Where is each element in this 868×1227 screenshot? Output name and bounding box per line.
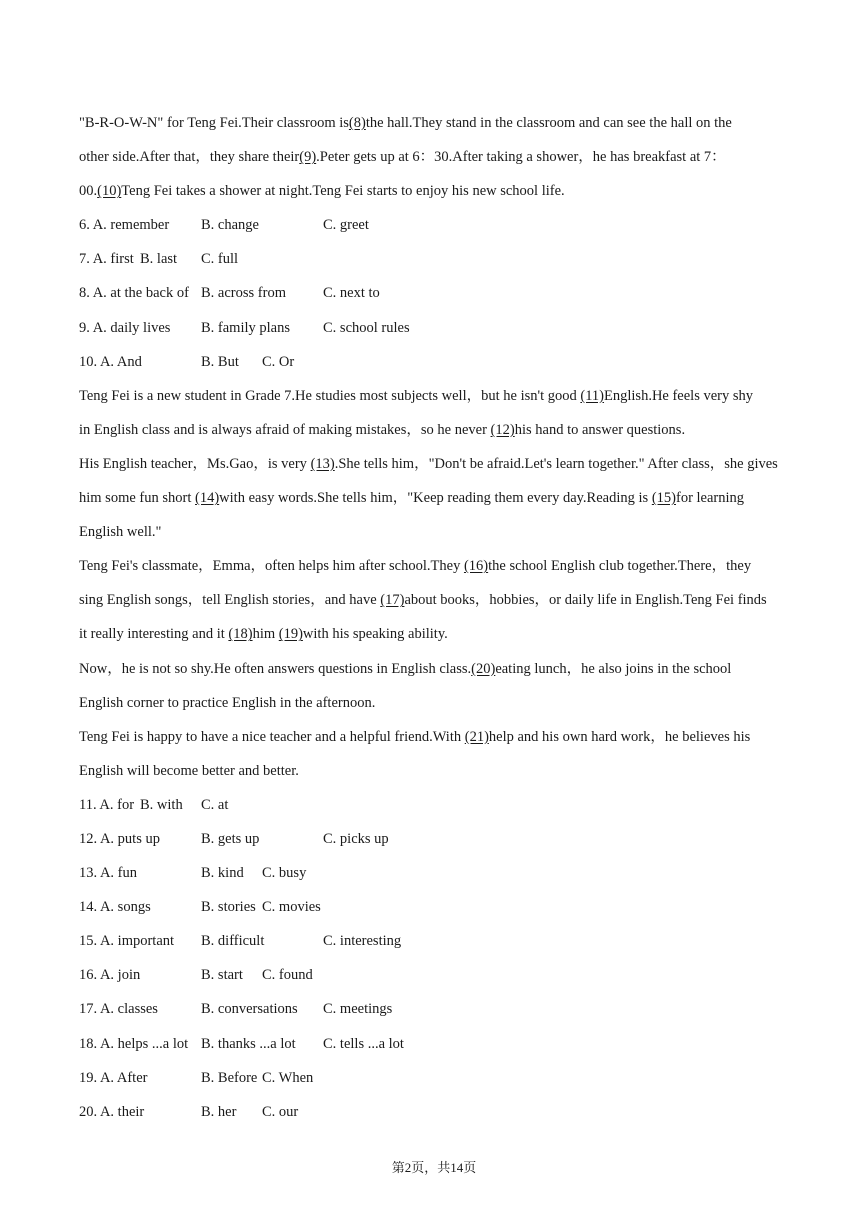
blank-19: (19) [278,626,303,643]
option-a: 6. A. remember [79,217,170,234]
blank-10: (10) [97,183,122,200]
option-c: C. greet [323,217,369,234]
text-span: with easy words.She tells him，"Keep reading them every day.Reading is [219,490,652,507]
blank-21: (21) [464,728,489,745]
text-span: the school English club together.There，they [488,558,752,575]
text-span: Now，he is not so shy.He often answers questions in English class. [79,660,472,677]
option-b: B. conversations [201,1001,298,1018]
passage-line [79,583,791,617]
passage-line [79,549,791,583]
question-18 [79,1027,791,1061]
text-span: help and his own hard work，he believes his [488,728,751,745]
text-span: his hand to answer questions. [514,421,686,438]
blank-14: (14) [195,490,220,507]
blank-13: (13) [310,455,335,472]
passage-line [79,652,791,686]
passage-line [79,174,791,208]
option-c: C. next to [323,285,380,302]
option-c: C. busy [262,865,307,882]
option-c: C. meetings [323,1001,393,1018]
page-number-footer: 第2页，共14页 [391,1160,477,1175]
text-span: in English class and is always afraid of making mistakes，so he never [79,421,491,438]
text-span: English corner to practice English in the afternoon. [79,694,376,711]
passage-line [79,617,791,651]
option-b: B. thanks ...a lot [201,1035,296,1052]
option-c: C. at [201,796,229,813]
question-16 [79,958,791,992]
option-a: 14. A. songs [79,899,151,916]
text-span: Teng Fei is happy to have a nice teacher and a helpful friend.With [79,728,465,745]
option-b: B. her [201,1103,237,1120]
option-a: 9. A. daily lives [79,319,171,336]
text-span: eating lunch，he also joins in the school [495,660,732,677]
text-span: .She tells him，"Don't be afraid.Let's learn together." After class，she gives [334,455,778,472]
option-b: B. with [140,796,183,813]
question-14 [79,890,791,924]
option-b: B. change [201,217,259,234]
option-b: B. difficult [201,933,265,950]
blank-15: (15) [651,490,676,507]
option-a: 7. A. first [79,251,134,268]
text-span: sing English songs，tell English stories，and have [79,592,381,609]
option-a: 13. A. fun [79,865,137,882]
question-12 [79,822,791,856]
question-17 [79,992,791,1026]
blank-8: (8) [348,115,366,131]
option-b: B. across from [201,285,286,302]
text-span: for learning [675,490,745,507]
question-10 [79,345,791,379]
blank-16: (16) [463,558,489,575]
option-c: C. interesting [323,933,402,950]
passage-line [79,686,791,720]
blank-12: (12) [490,421,515,438]
option-b: B. gets up [201,830,260,847]
text-span: about books，hobbies，or daily life in English.Teng Fei finds [404,592,767,609]
text-span: Teng Fei's classmate，Emma，often helps him after school.They [79,558,464,575]
option-c: C. tells ...a lot [323,1035,404,1052]
text-span: him [252,626,279,643]
option-c: C. picks up [323,830,389,847]
option-a: 20. A. their [79,1103,145,1120]
text-span: the hall.They stand in the classroom and can see the hall on the [365,115,732,131]
text-span: Teng Fei takes a shower at night.Teng Fei starts to enjoy his new school life. [121,183,565,200]
option-a: 17. A. classes [79,1001,158,1018]
text-span: English well." [79,524,162,541]
question-7 [79,242,791,276]
option-a: 16. A. join [79,967,141,984]
text-span: other side.After that，they share their [79,149,300,166]
blank-18: (18) [228,626,253,643]
question-9 [79,311,791,345]
text-span: "B-R-O-W-N" for Teng Fei.Their classroom is [79,115,349,131]
option-c: C. movies [262,899,321,916]
text-span: with his speaking ability. [302,626,448,643]
option-a: 15. A. important [79,933,175,950]
text-span: English.He feels very shy [604,387,754,404]
option-b: B. start [201,967,243,984]
option-b: B. Before [201,1069,258,1086]
option-a: 11. A. for [79,796,135,813]
option-b: B. family plans [201,319,291,336]
option-b: B. last [140,251,178,268]
option-b: B. But [201,353,239,370]
option-a: 10. A. And [79,353,142,370]
passage-line [79,447,791,481]
option-b: B. kind [201,865,244,882]
text-span: 00. [79,183,98,200]
question-15 [79,924,791,958]
question-13 [79,856,791,890]
blank-20: (20) [471,660,496,677]
text-span: .Peter gets up at 6：30.After taking a shower，he has breakfast at 7： [316,149,726,166]
blank-9: (9) [299,149,317,166]
text-span: Teng Fei is a new student in Grade 7.He studies most subjects well，but he isn't good [79,387,581,404]
blank-11: (11) [580,387,605,404]
question-19 [79,1061,791,1095]
text-span: English will become better and better. [79,762,299,779]
passage-line [79,413,791,447]
page-body [79,106,791,1129]
option-a: 19. A. After [79,1069,148,1086]
option-a: 18. A. helps ...a lot [79,1035,189,1052]
passage-line [79,379,791,413]
option-a: 12. A. puts up [79,830,160,847]
option-c: C. Or [262,353,295,370]
option-c: C. school rules [323,319,410,336]
option-c: C. full [201,251,239,268]
option-c: C. our [262,1103,299,1120]
passage-line [79,515,791,549]
question-20 [79,1095,791,1129]
blank-17: (17) [380,592,405,609]
option-b: B. stories [201,899,256,916]
passage-line [79,720,791,754]
option-c: C. found [262,967,313,984]
passage-line [79,106,791,140]
text-span: it really interesting and it [79,626,229,643]
option-a: 8. A. at the back of [79,285,189,302]
passage-line [79,754,791,788]
text-span: him some fun short [79,490,195,507]
question-11 [79,788,791,822]
text-span: His English teacher，Ms.Gao，is very [79,455,311,472]
question-6 [79,208,791,242]
question-8 [79,276,791,310]
option-c: C. When [262,1069,314,1086]
passage-line [79,140,791,174]
passage-line [79,481,791,515]
